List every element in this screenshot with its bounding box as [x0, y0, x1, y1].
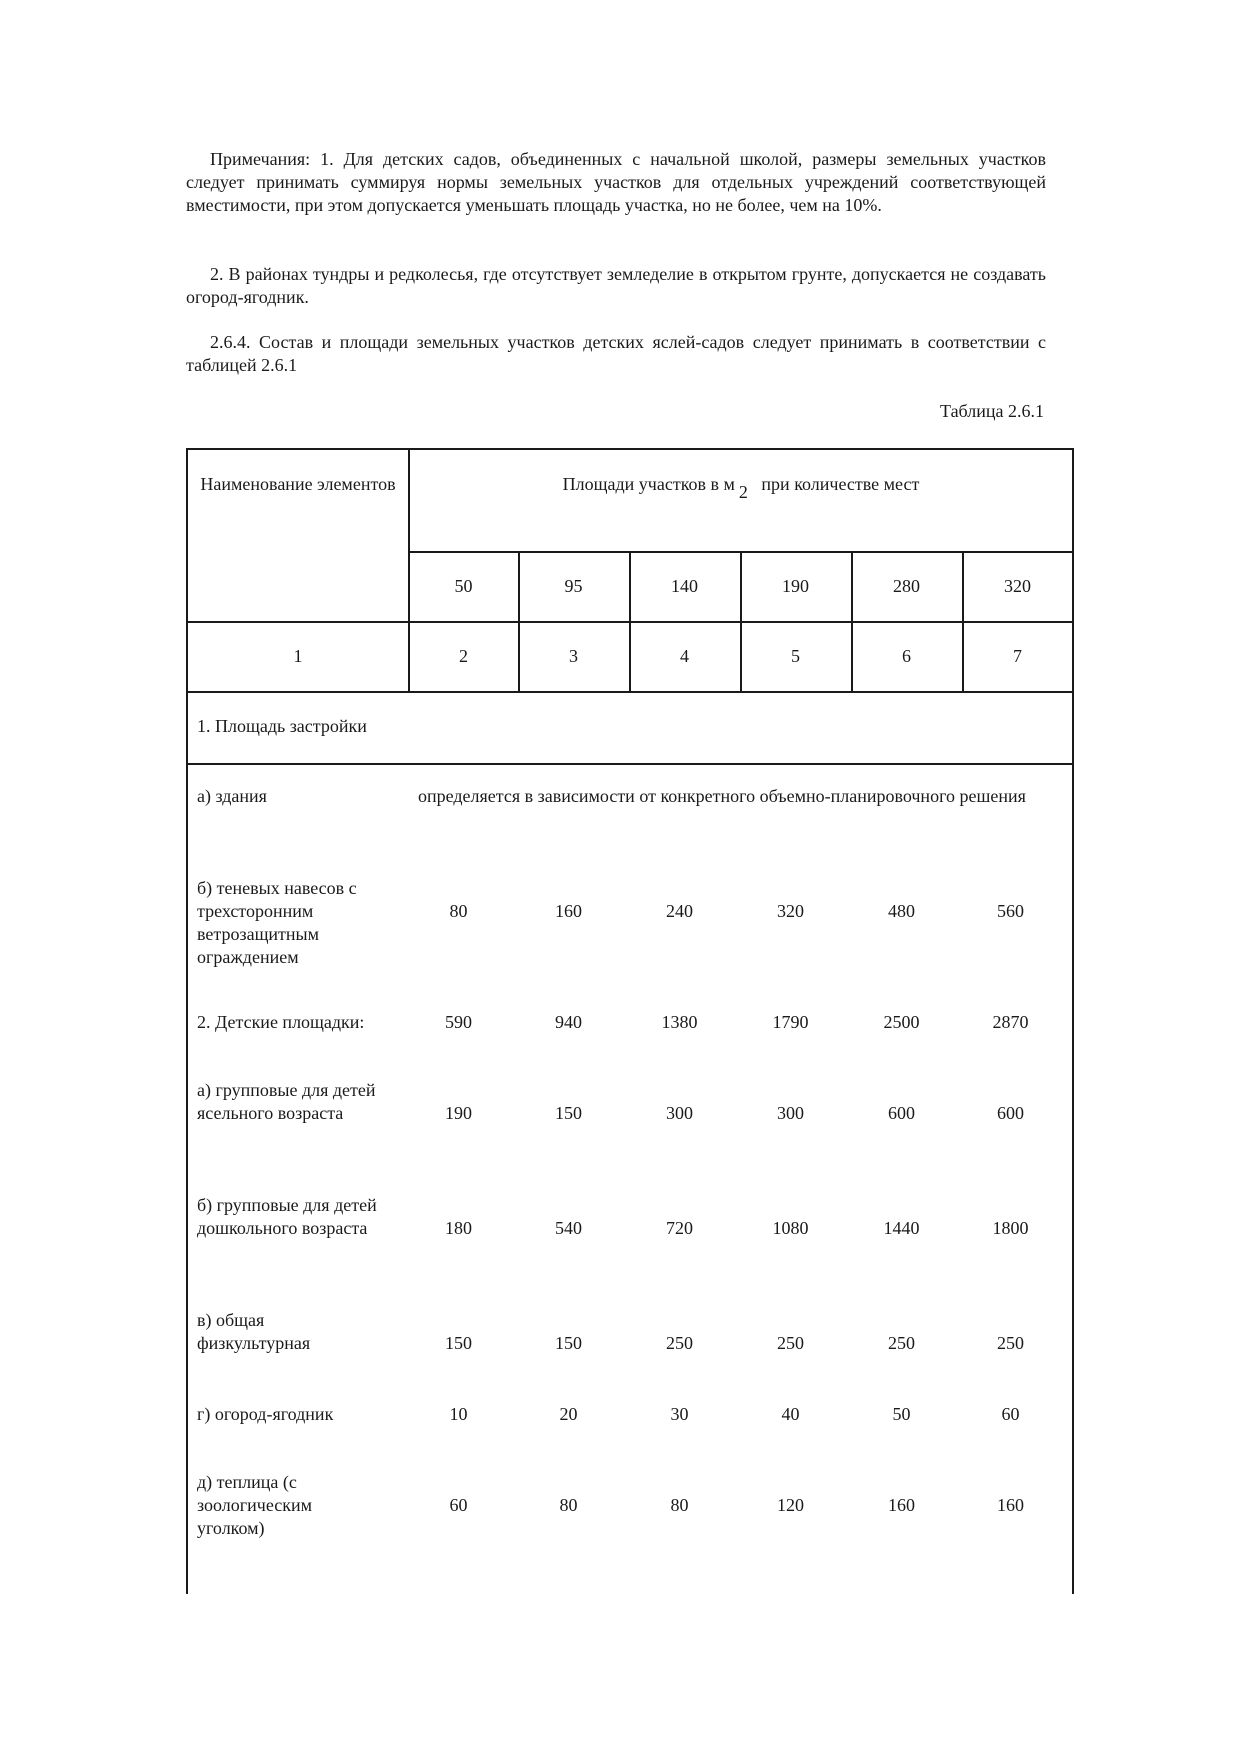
row-canopies-name: б) теневых навесов с трехсторонним ветрозащитным ограждением — [197, 878, 357, 967]
section1-title-bottom-line — [186, 763, 1074, 765]
cell-value: 80 — [449, 901, 468, 921]
section2-title: 2. Детские площадки: — [197, 1012, 365, 1032]
note-2: 2. В районах тундры и редколесья, где отсутствует земледелие в открытом грунте, допускается не создавать огород-ягодник. — [186, 264, 1046, 307]
cell-value: 560 — [997, 901, 1024, 921]
cell-value: 160 — [888, 1495, 915, 1515]
header-group-title-after: при количестве мест — [761, 474, 920, 494]
cell-value: 600 — [997, 1103, 1024, 1123]
cell-value: 150 — [555, 1103, 582, 1123]
cell-value: 300 — [777, 1103, 804, 1123]
header-group-title: Площади участков в м $_2$ при количестве мест — [562, 474, 920, 502]
table-caption: Таблица 2.6.1 — [940, 401, 1044, 421]
cell-value: 250 — [888, 1333, 915, 1353]
row-buildings-note: определяется в зависимости от конкретного объемно-планировочного решения — [418, 786, 1026, 806]
cell-value: 1380 — [661, 1012, 698, 1032]
table-border-right — [1072, 448, 1074, 1594]
row-nursery-groups-name: а) групповые для детей ясельного возраста — [197, 1080, 376, 1123]
cell-value: 40 — [781, 1404, 800, 1424]
header-name-col: Наименование элементов — [200, 474, 396, 494]
cell-value: 80 — [670, 1495, 689, 1515]
row-greenhouse-name: д) теплица (с зоологическим уголком) — [197, 1472, 313, 1538]
cell-value: 320 — [777, 901, 804, 921]
cell-value: 60 — [449, 1495, 468, 1515]
capacity-95: 95 — [564, 576, 583, 596]
cell-value: 720 — [666, 1218, 693, 1238]
table-border-top — [186, 448, 1074, 450]
cell-value: 240 — [666, 901, 693, 921]
cell-value: 20 — [559, 1404, 578, 1424]
col-divider-5 — [851, 551, 853, 692]
capacity-190: 190 — [782, 576, 809, 596]
colnum-3: 3 — [569, 646, 578, 666]
capacity-320: 320 — [1004, 576, 1031, 596]
cell-value: 480 — [888, 901, 915, 921]
cell-value: 30 — [670, 1404, 689, 1424]
cell-value: 120 — [777, 1495, 804, 1515]
capacity-140: 140 — [671, 576, 698, 596]
row-sports-ground-name: в) общая физкультурная — [197, 1310, 311, 1353]
capacity-50: 50 — [454, 576, 473, 596]
section1-title: 1. Площадь застройки — [197, 716, 367, 736]
cell-value: 1080 — [772, 1218, 809, 1238]
cell-value: 590 — [445, 1012, 472, 1032]
cell-value: 250 — [777, 1333, 804, 1353]
cell-value: 180 — [445, 1218, 472, 1238]
note-1: Примечания: 1. Для детских садов, объединенных с начальной школой, размеры земельных участков следует принимать суммируя нормы земельных участков для отдельных учреждений соответствующей вместимости, при этом допускается уменьшать площадь участка, но не более, чем на 10%. — [186, 149, 1046, 215]
row-buildings-name: а) здания — [197, 786, 267, 806]
col-divider-6 — [962, 551, 964, 692]
cell-value: 80 — [559, 1495, 578, 1515]
clause-2-6-4: 2.6.4. Состав и площади земельных участков детских яслей-садов следует принимать в соответствии с таблицей 2.6.1 — [186, 332, 1046, 375]
col-divider-3 — [629, 551, 631, 692]
col-divider-4 — [740, 551, 742, 692]
cell-value: 10 — [449, 1404, 468, 1424]
cell-value: 250 — [666, 1333, 693, 1353]
cell-value: 1440 — [883, 1218, 920, 1238]
table-border-left — [186, 448, 188, 1594]
col-divider-2 — [518, 551, 520, 692]
row-garden-name: г) огород-ягодник — [197, 1404, 334, 1424]
cell-value: 150 — [445, 1333, 472, 1353]
cell-value: 2500 — [883, 1012, 920, 1032]
cell-value: 540 — [555, 1218, 582, 1238]
cell-value: 300 — [666, 1103, 693, 1123]
cell-value: 150 — [555, 1333, 582, 1353]
cell-value: 160 — [997, 1495, 1024, 1515]
cell-value: 160 — [555, 901, 582, 921]
cell-value: 190 — [445, 1103, 472, 1123]
cell-value: 60 — [1001, 1404, 1020, 1424]
capacity-280: 280 — [893, 576, 920, 596]
header-group-title-before: Площади участков в м — [562, 474, 735, 494]
cell-value: 940 — [555, 1012, 582, 1032]
colnum-5: 5 — [791, 646, 800, 666]
colnum-2: 2 — [459, 646, 468, 666]
cell-value: 600 — [888, 1103, 915, 1123]
cell-value: 1790 — [772, 1012, 809, 1032]
colnum-7: 7 — [1013, 646, 1022, 666]
cell-value: 1800 — [992, 1218, 1029, 1238]
cell-value: 250 — [997, 1333, 1024, 1353]
colnum-1: 1 — [293, 646, 303, 666]
row-preschool-groups-name: б) групповые для детей дошкольного возраста — [197, 1195, 377, 1238]
cell-value: 50 — [892, 1404, 911, 1424]
colnum-4: 4 — [680, 646, 689, 666]
colnum-6: 6 — [902, 646, 911, 666]
cell-value: 2870 — [992, 1012, 1029, 1032]
